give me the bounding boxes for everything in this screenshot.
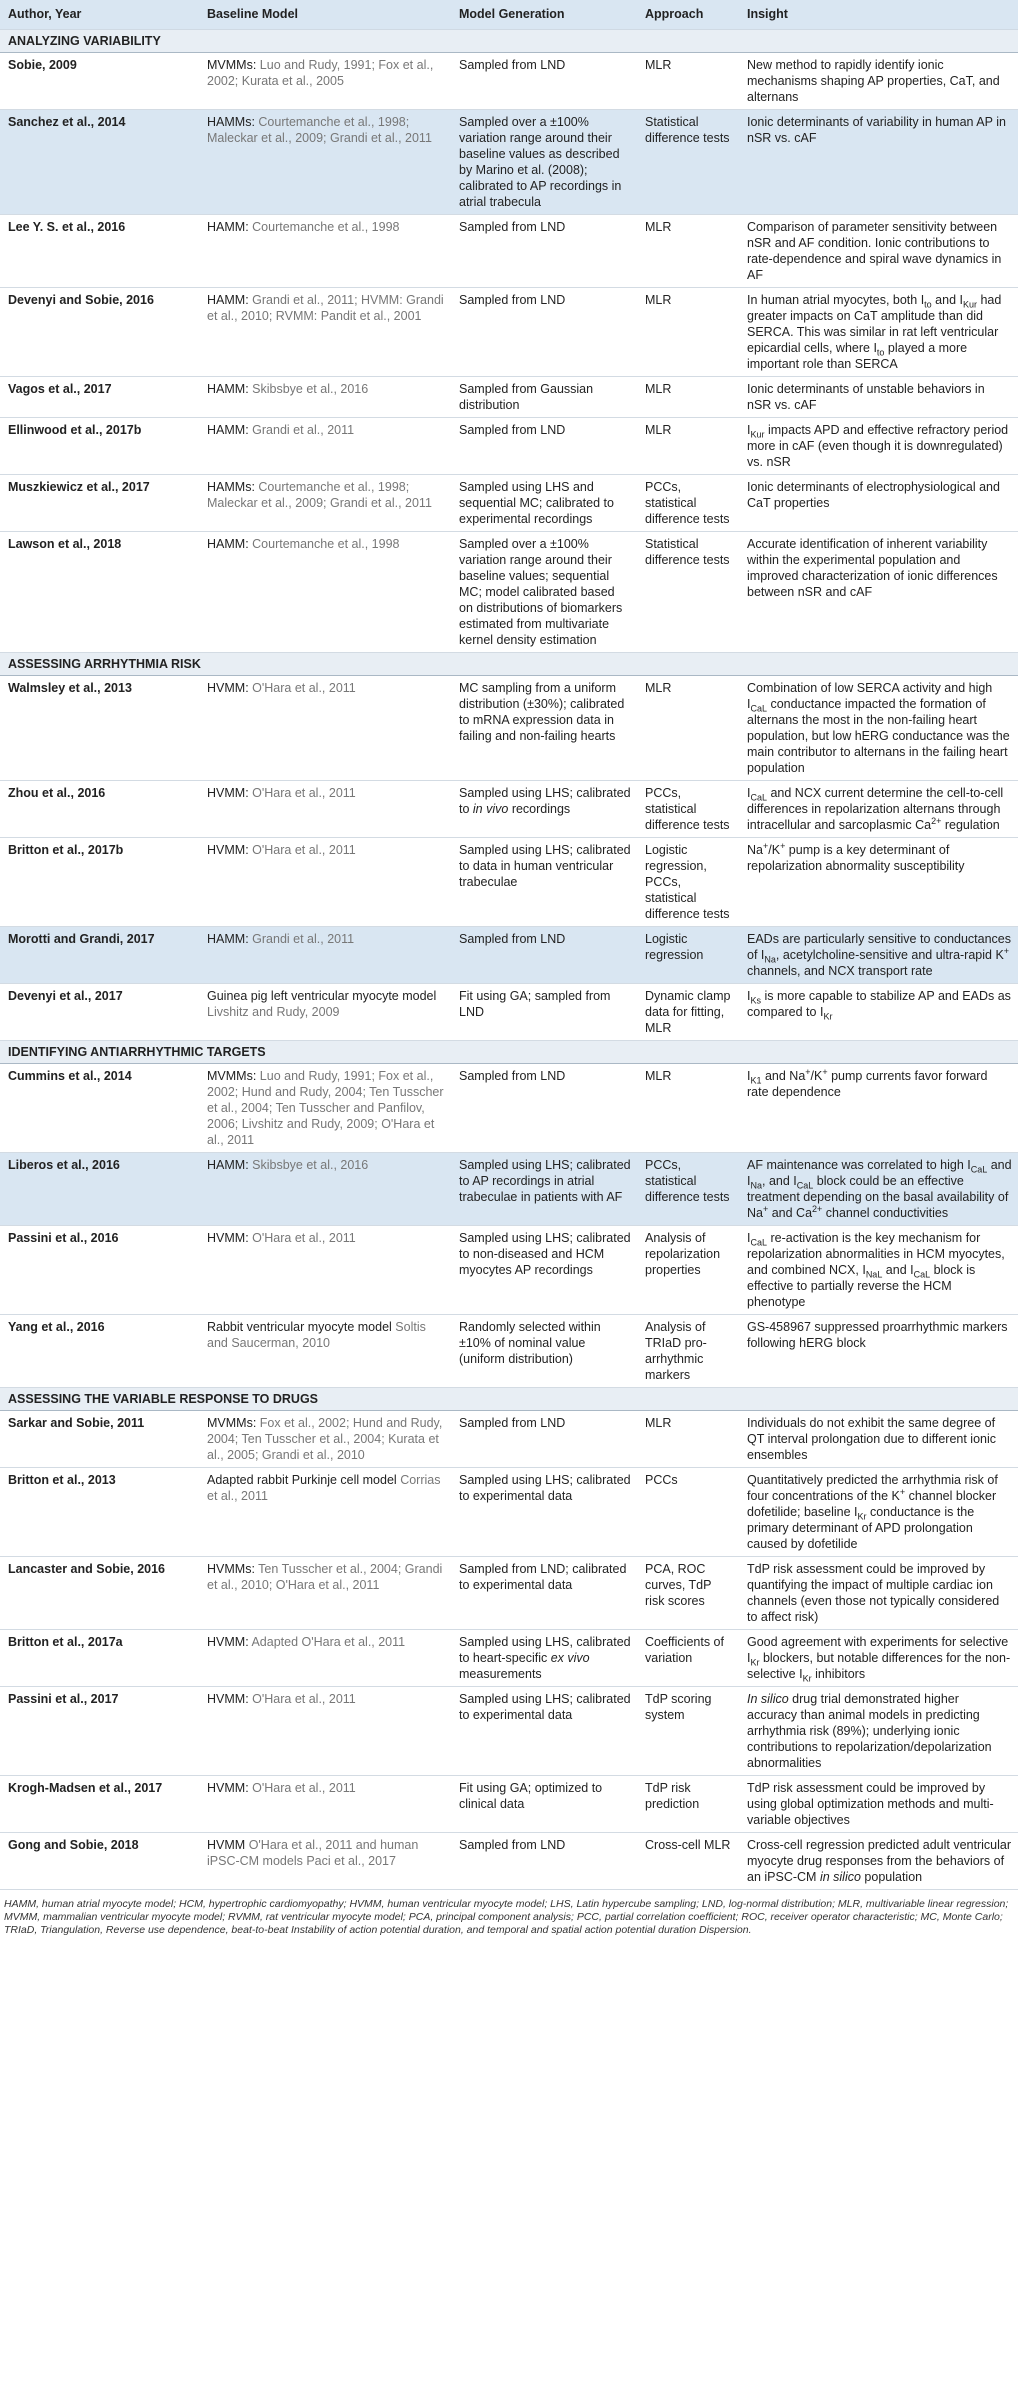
- table-row: [0, 1557, 1018, 1630]
- model-refs: O'Hara et al., 2011: [252, 1231, 356, 1245]
- cell-author: Passini et al., 2017: [0, 1687, 199, 1776]
- cell-model-generation: Sampled from LND: [451, 927, 637, 984]
- cell-model-generation: Sampled from LND: [451, 53, 637, 110]
- cell-baseline-model: [199, 838, 451, 927]
- cell-approach: Coefficients of variation: [637, 1630, 739, 1687]
- cell-baseline-model: [199, 475, 451, 532]
- cell-approach: MLR: [637, 676, 739, 781]
- cell-baseline-model: [199, 984, 451, 1041]
- cell-author: Cummins et al., 2014: [0, 1064, 199, 1153]
- model-refs: Grandi et al., 2011: [252, 932, 355, 946]
- table-row: [0, 1630, 1018, 1687]
- cell-insight: AF maintenance was correlated to high $I_{CaL}$ and $I_{Na}$, and $I_{CaL}$ block could be an effective treatment depending on the basal availability of Na+ and $Ca^{2+}$ channel conductivities: [739, 1153, 1018, 1226]
- table-row: [0, 1153, 1018, 1226]
- model-label: Rabbit ventricular myocyte model: [207, 1320, 392, 1334]
- model-refs: Luo and Rudy, 1991; Fox et al., 2002; Hund and Rudy, 2004; Ten Tusscher et al., 2004; Ten Tusscher and Panfilov, 2006; Livshitz and Rudy, 2009; O'Hara et al., 2011: [207, 1069, 444, 1147]
- table-row: [0, 927, 1018, 984]
- cell-model-generation: Sampled from LND; calibrated to experimental data: [451, 1557, 637, 1630]
- cell-approach: Analysis of repolarization properties: [637, 1226, 739, 1315]
- cell-author: Lancaster and Sobie, 2016: [0, 1557, 199, 1630]
- model-label: MVMMs:: [207, 1416, 257, 1430]
- cell-baseline-model: [199, 110, 451, 215]
- cell-approach: Analysis of TRIaD pro-arrhythmic markers: [637, 1315, 739, 1388]
- section-header: [0, 1041, 1018, 1064]
- cell-baseline-model: [199, 215, 451, 288]
- header-model-generation: Model Generation: [451, 0, 637, 30]
- cell-insight: Good agreement with experiments for selective $I_{Kr}$ blockers, but notable differences for the non-selective $I_{Kr}$ inhibitors: [739, 1630, 1018, 1687]
- cell-approach: Statistical difference tests: [637, 110, 739, 215]
- cell-model-generation: Sampled from LND: [451, 288, 637, 377]
- cell-approach: PCA, ROC curves, TdP risk scores: [637, 1557, 739, 1630]
- cell-author: Vagos et al., 2017: [0, 377, 199, 418]
- cell-insight: Accurate identification of inherent variability within the experimental population and improved characterization of ionic differences between nSR and cAF: [739, 532, 1018, 653]
- cell-approach: MLR: [637, 1064, 739, 1153]
- table-body: [0, 30, 1018, 1890]
- cell-insight: Combination of low SERCA activity and high $I_{CaL}$ conductance impacted the formation of alternans the most in the non-failing heart population, but low hERG conductance was the main contributor to alternans in the failing heart population: [739, 676, 1018, 781]
- cell-insight: In human atrial myocytes, both $I_{to}$ and $I_{Kur}$ had greater impacts on CaT amplitude than did SERCA. This was similar in rat left ventricular epicardial cells, where $I_{to}$ played a more important role than SERCA: [739, 288, 1018, 377]
- table-row: [0, 1226, 1018, 1315]
- cell-baseline-model: [199, 53, 451, 110]
- cell-author: Sanchez et al., 2014: [0, 110, 199, 215]
- cell-author: Sarkar and Sobie, 2011: [0, 1411, 199, 1468]
- cell-model-generation: Sampled from LND: [451, 1064, 637, 1153]
- cell-approach: MLR: [637, 215, 739, 288]
- cell-approach: TdP risk prediction: [637, 1776, 739, 1833]
- section-title: ASSESSING THE VARIABLE RESPONSE TO DRUGS: [0, 1388, 1018, 1411]
- cell-baseline-model: [199, 1153, 451, 1226]
- cell-author: Muszkiewicz et al., 2017: [0, 475, 199, 532]
- cell-baseline-model: [199, 377, 451, 418]
- cell-author: Ellinwood et al., 2017b: [0, 418, 199, 475]
- cell-author: Devenyi et al., 2017: [0, 984, 199, 1041]
- cell-author: Britton et al., 2017b: [0, 838, 199, 927]
- model-refs: Courtemanche et al., 1998; Maleckar et al., 2009; Grandi et al., 2011: [207, 115, 432, 145]
- table-row: [0, 1315, 1018, 1388]
- table-row: [0, 475, 1018, 532]
- model-refs: Courtemanche et al., 1998; Maleckar et al., 2009; Grandi et al., 2011: [207, 480, 432, 510]
- model-refs: O'Hara et al., 2011: [252, 1781, 356, 1795]
- table-row: [0, 377, 1018, 418]
- model-refs: O'Hara et al., 2011: [252, 681, 356, 695]
- cell-baseline-model: [199, 1468, 451, 1557]
- cell-author: Sobie, 2009: [0, 53, 199, 110]
- cell-insight: Comparison of parameter sensitivity between nSR and AF condition. Ionic contributions to rate-dependence and spiral wave dynamics in AF: [739, 215, 1018, 288]
- section-header: [0, 653, 1018, 676]
- cell-model-generation: Sampled using LHS; calibrated to non-diseased and HCM myocytes AP recordings: [451, 1226, 637, 1315]
- header-baseline-model: Baseline Model: [199, 0, 451, 30]
- cell-insight: Ionic determinants of electrophysiological and CaT properties: [739, 475, 1018, 532]
- model-refs: Skibsbye et al., 2016: [252, 1158, 369, 1172]
- cell-baseline-model: [199, 532, 451, 653]
- model-label: HVMM:: [207, 1692, 249, 1706]
- cell-baseline-model: [199, 927, 451, 984]
- cell-baseline-model: [199, 1630, 451, 1687]
- cell-insight: $I_{CaL}$ re-activation is the key mechanism for repolarization abnormalities in HCM myocytes, and combined NCX, $I_{NaL}$ and $I_{CaL}$ block is effective to partially reverse the HCM phenotype: [739, 1226, 1018, 1315]
- cell-baseline-model: [199, 676, 451, 781]
- section-title: ANALYZING VARIABILITY: [0, 30, 1018, 53]
- table-row: [0, 532, 1018, 653]
- section-header: [0, 1388, 1018, 1411]
- model-label: HAMM:: [207, 537, 249, 551]
- section-title: ASSESSING ARRHYTHMIA RISK: [0, 653, 1018, 676]
- cell-approach: MLR: [637, 288, 739, 377]
- cell-baseline-model: [199, 1064, 451, 1153]
- cell-model-generation: Sampled using LHS, calibrated to heart-specific ex vivo measurements: [451, 1630, 637, 1687]
- section-header: [0, 30, 1018, 53]
- cell-model-generation: Sampled using LHS and sequential MC; calibrated to experimental recordings: [451, 475, 637, 532]
- model-refs: O'Hara et al., 2011: [252, 786, 356, 800]
- cell-model-generation: Sampled using LHS; calibrated to experimental data: [451, 1468, 637, 1557]
- model-refs: Corrias et al., 2011: [207, 1473, 441, 1503]
- table-row: [0, 838, 1018, 927]
- model-label: HVMM:: [207, 1231, 249, 1245]
- cell-insight: Individuals do not exhibit the same degree of QT interval prolongation due to different ionic ensembles: [739, 1411, 1018, 1468]
- model-refs: Ten Tusscher et al., 2004; Grandi et al., 2010; O'Hara et al., 2011: [207, 1562, 443, 1592]
- model-refs: O'Hara et al., 2011 and human iPSC-CM models Paci et al., 2017: [207, 1838, 419, 1868]
- model-refs: Skibsbye et al., 2016: [252, 382, 369, 396]
- cell-author: Yang et al., 2016: [0, 1315, 199, 1388]
- table-row: [0, 110, 1018, 215]
- cell-author: Liberos et al., 2016: [0, 1153, 199, 1226]
- model-label: HAMMs:: [207, 115, 255, 129]
- cell-model-generation: MC sampling from a uniform distribution (±30%); calibrated to mRNA expression data in failing and non-failing hearts: [451, 676, 637, 781]
- model-label: HVMM: [207, 1838, 246, 1852]
- cell-author: Passini et al., 2016: [0, 1226, 199, 1315]
- cell-approach: MLR: [637, 418, 739, 475]
- cell-insight: Na+/K+ pump is a key determinant of repolarization abnormality susceptibility: [739, 838, 1018, 927]
- model-label: HVMMs:: [207, 1562, 255, 1576]
- cell-baseline-model: [199, 1226, 451, 1315]
- cell-baseline-model: [199, 418, 451, 475]
- cell-insight: Quantitatively predicted the arrhythmia risk of four concentrations of the K+ channel blocker dofetilide; baseline $I_{Kr}$ conductance is the primary determinant of APD prolongation caused by dofetilide: [739, 1468, 1018, 1557]
- table-header-row: [0, 0, 1018, 30]
- cell-model-generation: Sampled from LND: [451, 1833, 637, 1890]
- model-refs: Grandi et al., 2011; HVMM: Grandi et al., 2010; RVMM: Pandit et al., 2001: [207, 293, 444, 323]
- model-refs: Livshitz and Rudy, 2009: [207, 1005, 340, 1019]
- model-refs: Soltis and Saucerman, 2010: [207, 1320, 426, 1350]
- cell-approach: Logistic regression, PCCs, statistical difference tests: [637, 838, 739, 927]
- table-row: [0, 1776, 1018, 1833]
- model-refs: O'Hara et al., 2011: [252, 843, 356, 857]
- cell-baseline-model: [199, 781, 451, 838]
- model-refs: Grandi et al., 2011: [252, 423, 355, 437]
- model-label: HAMM:: [207, 932, 249, 946]
- cell-model-generation: Fit using GA; sampled from LND: [451, 984, 637, 1041]
- cell-model-generation: Randomly selected within ±10% of nominal value (uniform distribution): [451, 1315, 637, 1388]
- cell-insight: Ionic determinants of unstable behaviors in nSR vs. cAF: [739, 377, 1018, 418]
- cell-model-generation: Sampled using LHS; calibrated to AP recordings in atrial trabeculae in patients with AF: [451, 1153, 637, 1226]
- cell-insight: TdP risk assessment could be improved by quantifying the impact of multiple cardiac ion channels (even those not typically considered to affect risk): [739, 1557, 1018, 1630]
- table-row: [0, 984, 1018, 1041]
- cell-baseline-model: [199, 1411, 451, 1468]
- table-row: [0, 1833, 1018, 1890]
- model-label: MVMMs:: [207, 58, 257, 72]
- cell-approach: Dynamic clamp data for fitting, MLR: [637, 984, 739, 1041]
- cell-insight: Cross-cell regression predicted adult ventricular myocyte drug responses from the behaviors of an iPSC-CM in silico population: [739, 1833, 1018, 1890]
- cell-author: Walmsley et al., 2013: [0, 676, 199, 781]
- cell-approach: MLR: [637, 377, 739, 418]
- cell-insight: New method to rapidly identify ionic mechanisms shaping AP properties, CaT, and alternans: [739, 53, 1018, 110]
- cell-approach: PCCs, statistical difference tests: [637, 781, 739, 838]
- table-row: [0, 1687, 1018, 1776]
- table-footnote: HAMM, human atrial myocyte model; HCM, hypertrophic cardiomyopathy; HVMM, human ventricular myocyte model; LHS, Latin hypercube sampling; LND, log-normal distribution; MLR, multivariable linear regression; MVMM, mammalian ventricular myocyte model; RVMM, rat ventricular myocyte model; PCA, principal component analysis; PCC, partial correlation coefficient; ROC, receiver operator characteristic; MC, Monte Carlo; TRIaD, Triangulation, Reverse use dependence, beat-to-beat Instability of action potential duration, and temporal and spatial action potential duration Dispersion.: [0, 1890, 1018, 1942]
- cell-model-generation: Sampled from LND: [451, 1411, 637, 1468]
- model-refs: Luo and Rudy, 1991; Fox et al., 2002; Kurata et al., 2005: [207, 58, 434, 88]
- model-refs: Courtemanche et al., 1998: [252, 537, 400, 551]
- table-row: [0, 418, 1018, 475]
- cell-author: Devenyi and Sobie, 2016: [0, 288, 199, 377]
- cell-approach: MLR: [637, 53, 739, 110]
- cell-baseline-model: [199, 288, 451, 377]
- model-label: HAMM:: [207, 423, 249, 437]
- cell-baseline-model: [199, 1557, 451, 1630]
- cell-insight: $I_{K1}$ and Na+/K+ pump currents favor forward rate dependence: [739, 1064, 1018, 1153]
- model-label: HVMM:: [207, 843, 249, 857]
- table-row: [0, 53, 1018, 110]
- cell-insight: In silico drug trial demonstrated higher accuracy than animal models in predicting arrhythmia risk (89%); underlying ionic contributions to repolarization/depolarization abnormalities: [739, 1687, 1018, 1776]
- model-refs: Adapted O'Hara et al., 2011: [251, 1635, 406, 1649]
- model-refs: Courtemanche et al., 1998: [252, 220, 400, 234]
- cell-model-generation: Sampled from Gaussian distribution: [451, 377, 637, 418]
- table-row: [0, 781, 1018, 838]
- model-label: HVMM:: [207, 1635, 249, 1649]
- table-row: [0, 676, 1018, 781]
- table-row: [0, 1064, 1018, 1153]
- table-row: [0, 215, 1018, 288]
- cell-author: Lee Y. S. et al., 2016: [0, 215, 199, 288]
- cell-approach: Cross-cell MLR: [637, 1833, 739, 1890]
- cell-author: Lawson et al., 2018: [0, 532, 199, 653]
- cell-author: Britton et al., 2017a: [0, 1630, 199, 1687]
- header-approach: Approach: [637, 0, 739, 30]
- cell-author: Krogh-Madsen et al., 2017: [0, 1776, 199, 1833]
- cell-approach: MLR: [637, 1411, 739, 1468]
- cell-author: Britton et al., 2013: [0, 1468, 199, 1557]
- cell-insight: TdP risk assessment could be improved by using global optimization methods and multi-variable objectives: [739, 1776, 1018, 1833]
- cell-model-generation: Sampled using LHS; calibrated to experimental data: [451, 1687, 637, 1776]
- model-label: HVMM:: [207, 786, 249, 800]
- table-row: [0, 1468, 1018, 1557]
- cell-approach: TdP scoring system: [637, 1687, 739, 1776]
- cell-author: Zhou et al., 2016: [0, 781, 199, 838]
- cell-model-generation: Sampled using LHS; calibrated to data in human ventricular trabeculae: [451, 838, 637, 927]
- header-author-year: Author, Year: [0, 0, 199, 30]
- cell-model-generation: Sampled over a ±100% variation range around their baseline values as described by Marino et al. (2008); calibrated to AP recordings in atrial trabecula: [451, 110, 637, 215]
- table-row: [0, 288, 1018, 377]
- model-label: HAMM:: [207, 293, 249, 307]
- cell-approach: PCCs: [637, 1468, 739, 1557]
- cell-approach: Logistic regression: [637, 927, 739, 984]
- cell-model-generation: Sampled using LHS; calibrated to in vivo recordings: [451, 781, 637, 838]
- model-label: HVMM:: [207, 681, 249, 695]
- model-label: HAMMs:: [207, 480, 255, 494]
- cell-model-generation: Sampled from LND: [451, 215, 637, 288]
- cell-insight: GS-458967 suppressed proarrhythmic markers following hERG block: [739, 1315, 1018, 1388]
- cell-baseline-model: [199, 1776, 451, 1833]
- model-label: Guinea pig left ventricular myocyte model: [207, 989, 437, 1003]
- model-label: MVMMs:: [207, 1069, 257, 1083]
- cell-insight: $I_{Kur}$ impacts APD and effective refractory period more in cAF (even though it is downregulated) vs. nSR: [739, 418, 1018, 475]
- section-title: IDENTIFYING ANTIARRHYTHMIC TARGETS: [0, 1041, 1018, 1064]
- table-row: [0, 1411, 1018, 1468]
- cell-baseline-model: [199, 1687, 451, 1776]
- model-label: HAMM:: [207, 382, 249, 396]
- cell-approach: Statistical difference tests: [637, 532, 739, 653]
- cell-insight: EADs are particularly sensitive to conductances of $I_{Na}$, acetylcholine-sensitive and ultra-rapid K+ channels, and NCX transport rate: [739, 927, 1018, 984]
- model-label: HAMM:: [207, 1158, 249, 1172]
- model-label: HVMM:: [207, 1781, 249, 1795]
- cell-baseline-model: [199, 1315, 451, 1388]
- cell-author: Morotti and Grandi, 2017: [0, 927, 199, 984]
- cell-insight: Ionic determinants of variability in human AP in nSR vs. cAF: [739, 110, 1018, 215]
- cell-insight: $I_{Ks}$ is more capable to stabilize AP and EADs as compared to $I_{Kr}$: [739, 984, 1018, 1041]
- model-refs: Fox et al., 2002; Hund and Rudy, 2004; Ten Tusscher et al., 2004; Kurata et al., 2005; Grandi et al., 2010: [207, 1416, 443, 1462]
- cell-approach: PCCs, statistical difference tests: [637, 1153, 739, 1226]
- cell-model-generation: Sampled over a ±100% variation range around their baseline values; sequential MC; model calibrated based on distributions of biomarkers estimated from multivariate kernel density estimation: [451, 532, 637, 653]
- cell-author: Gong and Sobie, 2018: [0, 1833, 199, 1890]
- model-label: Adapted rabbit Purkinje cell model: [207, 1473, 397, 1487]
- model-refs: O'Hara et al., 2011: [252, 1692, 356, 1706]
- model-label: HAMM:: [207, 220, 249, 234]
- cell-baseline-model: [199, 1833, 451, 1890]
- cell-approach: PCCs, statistical difference tests: [637, 475, 739, 532]
- cell-model-generation: Sampled from LND: [451, 418, 637, 475]
- cell-insight: $I_{CaL}$ and NCX current determine the cell-to-cell differences in repolarization alternans through intracellular and sarcoplasmic $Ca^{2+}$ regulation: [739, 781, 1018, 838]
- header-insight: Insight: [739, 0, 1018, 30]
- cell-model-generation: Fit using GA; optimized to clinical data: [451, 1776, 637, 1833]
